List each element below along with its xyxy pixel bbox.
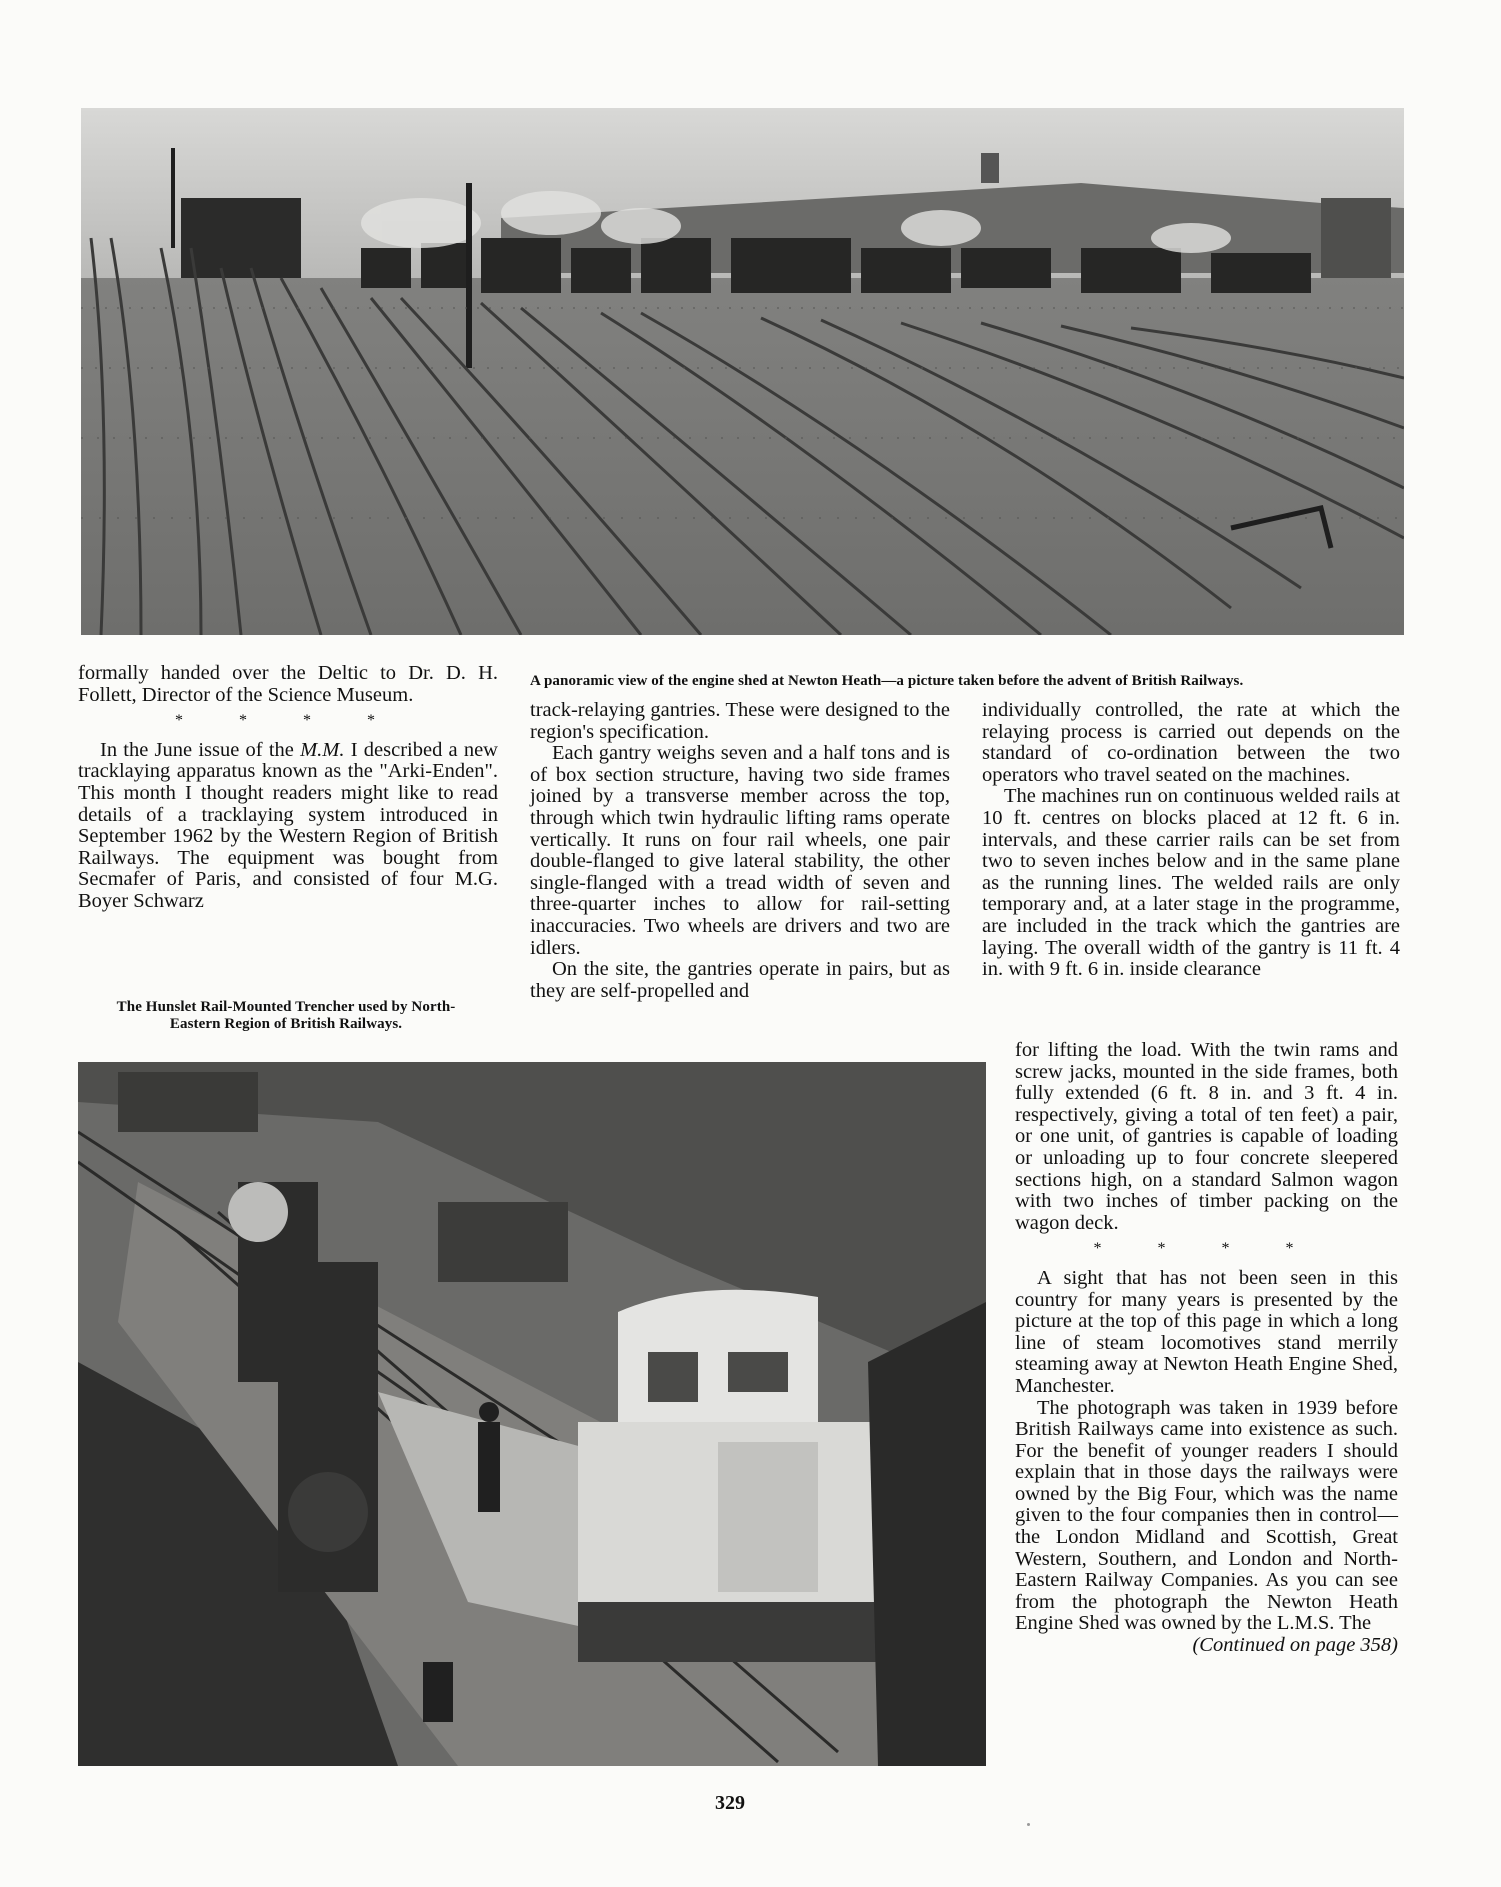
col2-paragraph-2: Each gantry weighs seven and a half tons and is of box section structure, having two side frames joined by a transverse member across the top, through which twin hydraulic lifting rams operate vertically. It runs on four rail wheels, one pair double-flanged to give lateral stability, the other single-flanged with a tread width of seven and three-quarter inches to allow for rail-setting inaccuracies. Two wheels are drivers and two are idlers. [530,742,950,959]
engine-shed-caption: A panoramic view of the engine shed at Newton Heath—a picture taken before the advent of British Railways. [530,673,1244,689]
mm-abbrev: M.M. [300,738,345,761]
print-speck [1027,1823,1030,1826]
page-number: 329 [715,1792,745,1814]
trencher-caption [72,999,500,1033]
column-2 [530,700,950,1002]
col1-paragraph-2 [78,740,498,913]
column-1 [78,663,498,913]
col3-paragraph-4: The photograph was taken in 1939 before British Railways came into existence as such. For the benefit of younger readers I should explain that in those days the railways were owned by the Big Four, which was the name given to the four companies then in control—the London Midland and Scottish, Great Western, Southern, and London and North-Eastern Railway Companies. As you can see from the photograph the Newton Heath Engine Shed was owned by the L.M.S. The [1015,1396,1398,1635]
section-divider-stars-2: * * * * [1093,1240,1320,1258]
column-3-upper [982,700,1400,981]
col3-paragraph-3: A sight that has not been seen in this country for many years is presented by the picture at the top of this page in which a long line of steam locomotives stand merrily steaming away at Newton Heath Engine Shed, Manchester. [1015,1266,1398,1397]
col1-text-a: In the June issue of the [100,738,301,761]
col3-paragraph-1: individually controlled, the rate at which the relaying process is carried out depends on the standard of co-ordination between the two operators who travel seated on the machines. [982,699,1400,786]
col2-paragraph-1: track-relaying gantries. These were designed to the region's specification. [530,699,950,743]
section-divider-stars: * * * * [175,712,401,730]
col3-paragraph-2-cont: for lifting the load. With the twin rams and screw jacks, mounted in the side frames, both fully extended (6 ft. 8 in. and 3 ft. 4 in. respectively, giving a total of ten feet) a pair, or one unit, of gantries is capable of loading or unloading up to four concrete sleepered sections high, on a standard Salmon wagon with two inches of timber packing on the wagon deck. [1015,1039,1398,1234]
col2-paragraph-3: On the site, the gantries operate in pairs, but as they are self-propelled and [530,958,950,1002]
column-3-lower [1015,1040,1398,1657]
col1-text-b: I described a new tracklaying apparatus known as the "Arki-Enden". This month I thought readers might like to read details of a tracklaying system introduced in September 1962 by the Western Region of British Railways. The equipment was bought from Secmafer of Paris, and consisted of four M.G. Boyer Schwarz [78,738,498,912]
engine-shed-photo [81,108,1404,635]
trencher-caption-line-1: The Hunslet Rail-Mounted Trencher used by North- [116,999,456,1015]
col1-paragraph-1: formally handed over the Deltic to Dr. D. H. Follett, Director of the Science Museum. [78,662,498,706]
continued-note: (Continued on page 358) [1192,1634,1398,1657]
trencher-caption-line-2: Eastern Region of British Railways. [169,1016,403,1032]
trencher-photo [78,1062,986,1766]
col3-paragraph-2: The machines run on continuous welded rails at 10 ft. centres on blocks placed at 12 ft. 6 in. intervals, and these carrier rails can be set from two to seven inches below and in the same plane as the running lines. The welded rails are only temporary and, at a later stage in the programme, are included in the track which the gantries are laying. The overall width of the gantry is 11 ft. 4 in. with 9 ft. 6 in. inside clearance [982,785,1400,981]
